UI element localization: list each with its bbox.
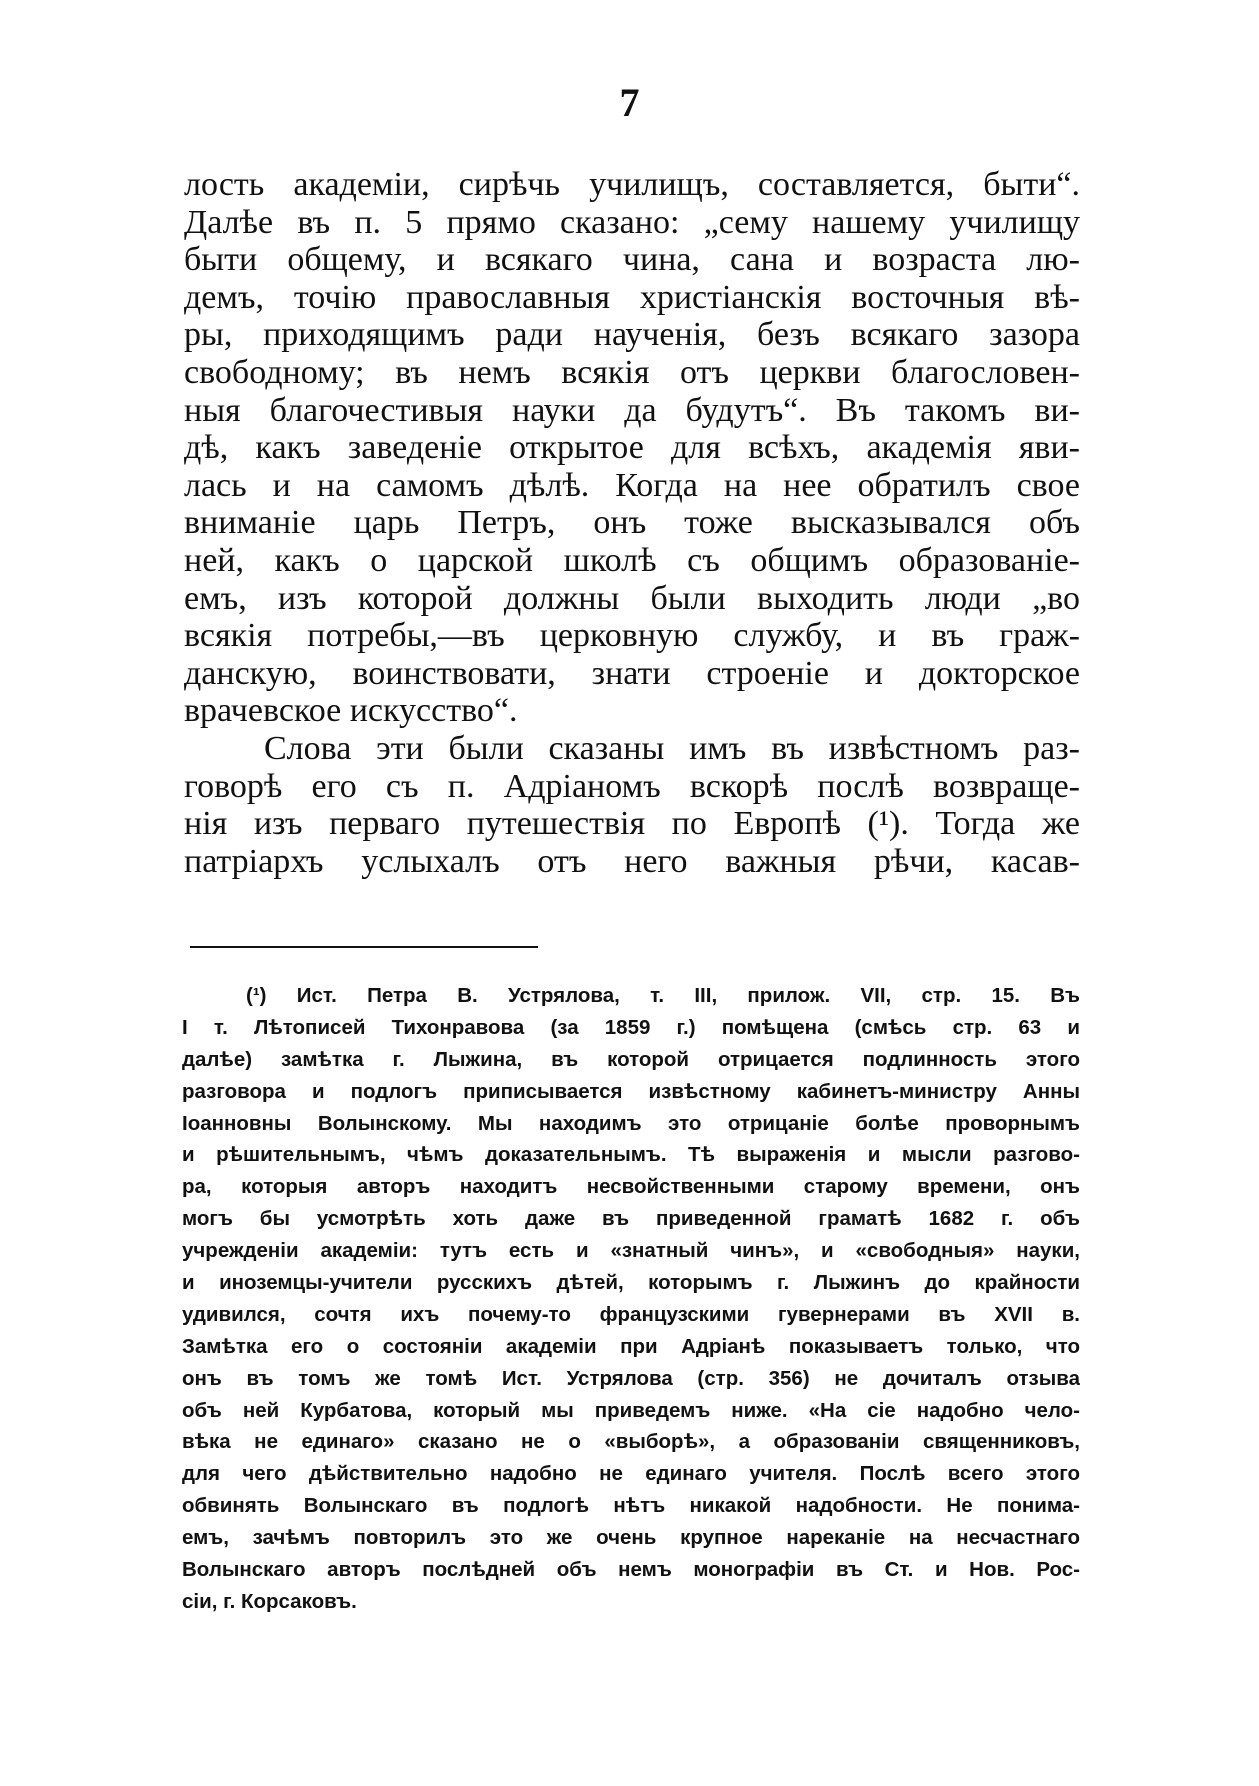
main-line: ныя благочестивыя науки да будутъ“. Въ такомъ ви-: [184, 391, 1080, 429]
footnote-line: (¹) Ист. Петра В. Устрялова, т. III, прилож. VII, стр. 15. Въ: [246, 984, 1080, 1007]
footnote-line: и рѣшительнымъ, чѣмъ доказательнымъ. Тѣ выраженія и мысли разгово-: [182, 1143, 1080, 1167]
footnote-line: объ ней Курбатова, который мы приведемъ ниже. «На сіе надобно чело-: [182, 1398, 1080, 1422]
footnote: [182, 980, 1080, 1618]
page-number: 7: [619, 80, 640, 125]
footnote-line: обвинять Волынскаго въ подлогѣ нѣтъ никакой надобности. Не понима-: [182, 1494, 1080, 1518]
main-line: лась и на самомъ дѣлѣ. Когда на нее обратилъ свое: [184, 466, 1080, 504]
footnote-line: для чего дѣйствительно надобно не единаго учителя. Послѣ всего этого: [182, 1462, 1080, 1486]
main-line: свободному; въ немъ всякія отъ церкви благословен-: [184, 353, 1080, 391]
footnote-line: сіи, г. Корсаковъ.: [182, 1589, 357, 1613]
main-line: ней, какъ о царской школѣ съ общимъ образованіе-: [184, 541, 1080, 579]
footnote-line: I т. Лѣтописей Тихонравова (за 1859 г.) помѣщена (смѣсь стр. 63 и: [182, 1015, 1080, 1039]
footnote-line: Замѣтка его о состояніи академіи при Адріанѣ показываетъ только, что: [182, 1334, 1080, 1358]
footnote-line: Іоанновны Волынскому. Мы находимъ это отрицаніе болѣе проворнымъ: [182, 1111, 1080, 1135]
footnote-line: вѣка не единаго» сказано не о «выборѣ», а образованіи священниковъ,: [182, 1430, 1080, 1454]
footnote-line: Волынскаго авторъ послѣдней объ немъ монографіи въ Ст. и Нов. Рос-: [182, 1558, 1080, 1582]
main-line: Далѣе въ п. 5 прямо сказано: „сему нашему училищу: [184, 203, 1080, 241]
footnote-line: удивился, сочтя ихъ почему-то французскими гувернерами въ XVII в.: [182, 1302, 1080, 1326]
footnote-line: разговора и подлогъ приписывается извѣстному кабинетъ-министру Анны: [182, 1079, 1080, 1103]
main-line: ры, приходящимъ ради наученія, безъ всякаго зазора: [184, 316, 1080, 354]
footnote-separator: [190, 946, 538, 948]
footnote-line: и иноземцы-учители русскихъ дѣтей, которымъ г. Лыжинъ до крайности: [182, 1271, 1080, 1295]
main-line: лость академіи, сирѣчь училищъ, составляется, быти“.: [184, 166, 1080, 203]
main-line: врачевское искусство“.: [184, 692, 518, 730]
footnote-line: ра, которыя авторъ находитъ несвойственными старому времени, онъ: [182, 1175, 1080, 1199]
footnote-line: онъ въ томъ же томѣ Ист. Устрялова (стр. 356) не дочиталъ отзыва: [182, 1366, 1080, 1390]
footnote-line: емъ, зачѣмъ повторилъ это же очень крупное нареканіе на несчастнаго: [182, 1526, 1080, 1550]
main-line: всякія потребы,—въ церковную службу, и въ граж-: [184, 617, 1080, 655]
main-text: [184, 166, 1080, 880]
main-line: емъ, изъ которой должны были выходить люди „во: [184, 579, 1080, 617]
main-line: Слова эти были сказаны имъ въ извѣстномъ раз-: [264, 729, 1080, 767]
footnote-line: учрежденіи академіи: тутъ есть и «знатный чинъ», и «свободныя» науки,: [182, 1239, 1080, 1263]
footnote-line: далѣе) замѣтка г. Лыжина, въ которой отрицается подлинность этого: [182, 1047, 1080, 1071]
main-line: говорѣ его съ п. Адріаномъ вскорѣ послѣ возвраще-: [184, 767, 1080, 805]
main-line: дѣ, какъ заведеніе открытое для всѣхъ, академія яви-: [184, 429, 1080, 467]
main-line: демъ, точію православныя христіанскія восточныя вѣ-: [184, 278, 1080, 316]
main-line: нія изъ перваго путешествія по Европѣ (¹). Тогда же: [184, 805, 1080, 843]
main-line: патріархъ услыхалъ отъ него важныя рѣчи, касав-: [184, 842, 1080, 880]
main-line: данскую, воинствовати, знати строеніе и докторское: [184, 654, 1080, 692]
main-line: вниманіе царь Петръ, онъ тоже высказывался объ: [184, 504, 1080, 542]
main-line: быти общему, и всякаго чина, сана и возраста лю-: [184, 241, 1080, 279]
footnote-line: могъ бы усмотрѣть хоть даже въ приведенной граматѣ 1682 г. объ: [182, 1207, 1080, 1231]
